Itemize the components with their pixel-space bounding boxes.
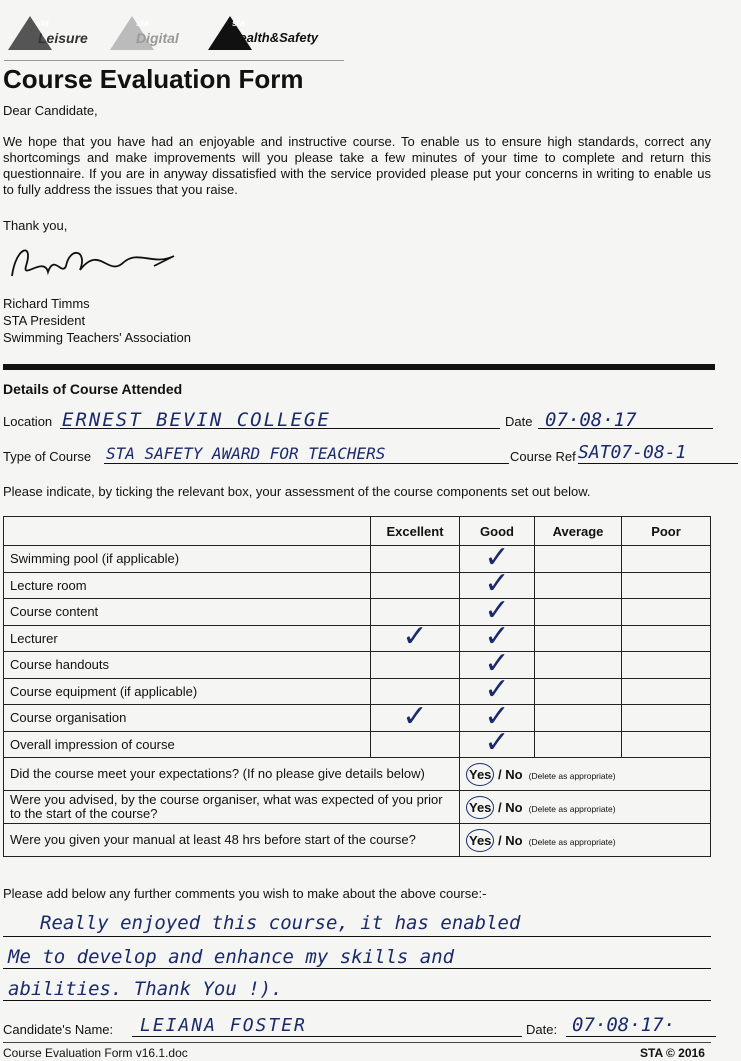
rating-cell-excellent[interactable] (371, 619, 460, 655)
rating-cell-average[interactable] (535, 705, 622, 732)
page-title: Course Evaluation Form (3, 64, 304, 94)
footer-filename: Course Evaluation Form v16.1.doc (3, 1046, 188, 1060)
row-label: Swimming pool (if applicable) (4, 546, 371, 573)
instruction-text: Please indicate, by ticking the relevant box, your assessment of the course components set out below. (3, 484, 591, 499)
tick-mark: ✓ (484, 592, 510, 628)
comments-prompt: Please add below any further comments you wish to make about the above course:- (3, 886, 487, 901)
no-option[interactable]: / No (498, 832, 523, 848)
thanks-text: Thank you, (3, 218, 68, 233)
table-row (4, 625, 711, 652)
logo-label: Digital (136, 30, 179, 46)
table-row (4, 731, 711, 758)
rating-cell-poor[interactable] (622, 731, 711, 758)
rating-cell-average[interactable] (535, 678, 622, 705)
rating-cell-excellent[interactable] (371, 698, 460, 734)
logo-label: Health&Safety (230, 30, 319, 45)
course-type-field-line[interactable] (104, 463, 509, 464)
signatory-role: STA President (3, 313, 86, 328)
question-row (4, 824, 711, 857)
rating-cell-average[interactable] (535, 599, 622, 626)
rating-cell-poor[interactable] (622, 572, 711, 599)
footer-rule (3, 1042, 711, 1043)
logo-badge: sta (136, 18, 150, 28)
logo-badge: sta (232, 18, 246, 28)
header-poor: Poor (622, 517, 711, 546)
comment-line[interactable] (3, 1000, 711, 1001)
comment-text: Really enjoyed this course, it has enabled (40, 912, 521, 934)
candidate-date-label: Date: (526, 1022, 558, 1037)
rating-cell-good[interactable] (460, 725, 535, 761)
course-ref-value: SAT07-08-1 (578, 442, 687, 463)
tick-mark: ✓ (402, 619, 428, 655)
intro-paragraph: We hope that you have had an enjoyable and instructive course. To enable us to ensure high standards, correct any shortcomings and make improvements will you please take a few minutes of your time to complete and return this questionnaire. If you are in anyway dissatisfied with the service provided please put your concerns in writing to enable us to fully address the issues that you raise. (3, 134, 711, 197)
yes-no-cell[interactable] (460, 824, 711, 857)
course-ref-label: Course Ref (510, 449, 576, 464)
tick-mark: ✓ (484, 539, 510, 575)
row-label: Course content (4, 599, 371, 626)
rating-cell-poor[interactable] (622, 546, 711, 573)
rating-cell-poor[interactable] (622, 652, 711, 679)
rating-cell-average[interactable] (535, 625, 622, 652)
logo-underline (4, 60, 344, 61)
tick-mark: ✓ (402, 698, 428, 734)
table-row (4, 599, 711, 626)
logo-digital (108, 14, 198, 52)
logo-label: Leisure (38, 30, 88, 46)
evaluation-table (3, 516, 711, 857)
tick-mark: ✓ (484, 645, 510, 681)
course-type-label: Type of Course (3, 449, 92, 464)
logo-health-safety (206, 14, 346, 52)
header-good: Good (460, 517, 535, 546)
candidate-name-value: LEIANA FOSTER (140, 1015, 307, 1036)
rating-cell-poor[interactable] (622, 599, 711, 626)
yes-option[interactable]: Yes (466, 763, 494, 786)
rating-cell-excellent[interactable] (371, 731, 460, 758)
details-heading: Details of Course Attended (3, 381, 183, 397)
delete-note: (Delete as appropriate) (528, 803, 616, 814)
rating-cell-poor[interactable] (622, 678, 711, 705)
signature-image (4, 236, 184, 292)
location-value: ERNEST BEVIN COLLEGE (62, 409, 331, 431)
candidate-name-field-line[interactable] (132, 1036, 522, 1037)
table-row (4, 678, 711, 705)
logo-leisure (6, 14, 106, 52)
rating-cell-excellent[interactable] (371, 546, 460, 573)
table-row (4, 705, 711, 732)
rating-cell-poor[interactable] (622, 705, 711, 732)
row-label: Course equipment (if applicable) (4, 678, 371, 705)
row-label: Overall impression of course (4, 731, 371, 758)
logo-badge: sta (36, 18, 50, 28)
candidate-name-label: Candidate's Name: (3, 1022, 114, 1037)
header-excellent: Excellent (371, 517, 460, 546)
row-label: Course organisation (4, 705, 371, 732)
rating-cell-average[interactable] (535, 572, 622, 599)
signatory-org: Swimming Teachers' Association (3, 330, 191, 345)
question-text: Did the course meet your expectations? (If no please give details below) (4, 758, 460, 791)
comment-line[interactable] (3, 968, 711, 969)
tick-mark: ✓ (484, 672, 510, 708)
delete-note: (Delete as appropriate) (528, 770, 616, 781)
tick-mark: ✓ (484, 698, 510, 734)
yes-no-cell[interactable] (460, 758, 711, 791)
rating-cell-excellent[interactable] (371, 572, 460, 599)
comment-text: abilities. Thank You !). (8, 978, 283, 1000)
date-label: Date (505, 414, 533, 429)
section-divider (3, 364, 715, 370)
header-blank-cell (4, 517, 371, 546)
comment-line[interactable] (3, 936, 711, 937)
delete-note: (Delete as appropriate) (528, 836, 616, 847)
row-label: Lecturer (4, 625, 371, 652)
signatory-name: Richard Timms (3, 296, 90, 311)
yes-no-cell[interactable] (460, 791, 711, 824)
course-ref-field-line[interactable] (578, 463, 738, 464)
question-text: Were you advised, by the course organiser, what was expected of you prior to the start of the course? (4, 791, 460, 824)
question-row (4, 791, 711, 824)
rating-cell-average[interactable] (535, 652, 622, 679)
row-label: Course handouts (4, 652, 371, 679)
table-header-row (4, 517, 711, 546)
candidate-date-value: 07·08·17· (572, 1014, 675, 1036)
table-row (4, 652, 711, 679)
yes-option[interactable]: Yes (466, 796, 494, 819)
no-option[interactable]: / No (498, 766, 523, 782)
rating-cell-average[interactable] (535, 731, 622, 758)
candidate-date-field-line[interactable] (566, 1036, 716, 1037)
rating-cell-poor[interactable] (622, 625, 711, 652)
tick-mark: ✓ (484, 566, 510, 602)
location-label: Location (3, 414, 53, 429)
footer-copyright: STA © 2016 (640, 1046, 705, 1060)
course-type-value: STA SAFETY AWARD FOR TEACHERS (106, 444, 386, 463)
question-row (4, 758, 711, 791)
tick-mark: ✓ (484, 725, 510, 761)
tick-mark: ✓ (484, 619, 510, 655)
greeting: Dear Candidate, (3, 103, 98, 118)
date-value: 07·08·17 (545, 409, 637, 431)
header-average: Average (535, 517, 622, 546)
rating-cell-average[interactable] (535, 546, 622, 573)
rating-cell-excellent[interactable] (371, 652, 460, 679)
table-row (4, 546, 711, 573)
no-option[interactable]: / No (498, 799, 523, 815)
table-row (4, 572, 711, 599)
yes-option[interactable]: Yes (466, 829, 494, 852)
comment-text: Me to develop and enhance my skills and (8, 946, 455, 968)
question-text: Were you given your manual at least 48 hrs before start of the course? (4, 824, 460, 857)
row-label: Lecture room (4, 572, 371, 599)
